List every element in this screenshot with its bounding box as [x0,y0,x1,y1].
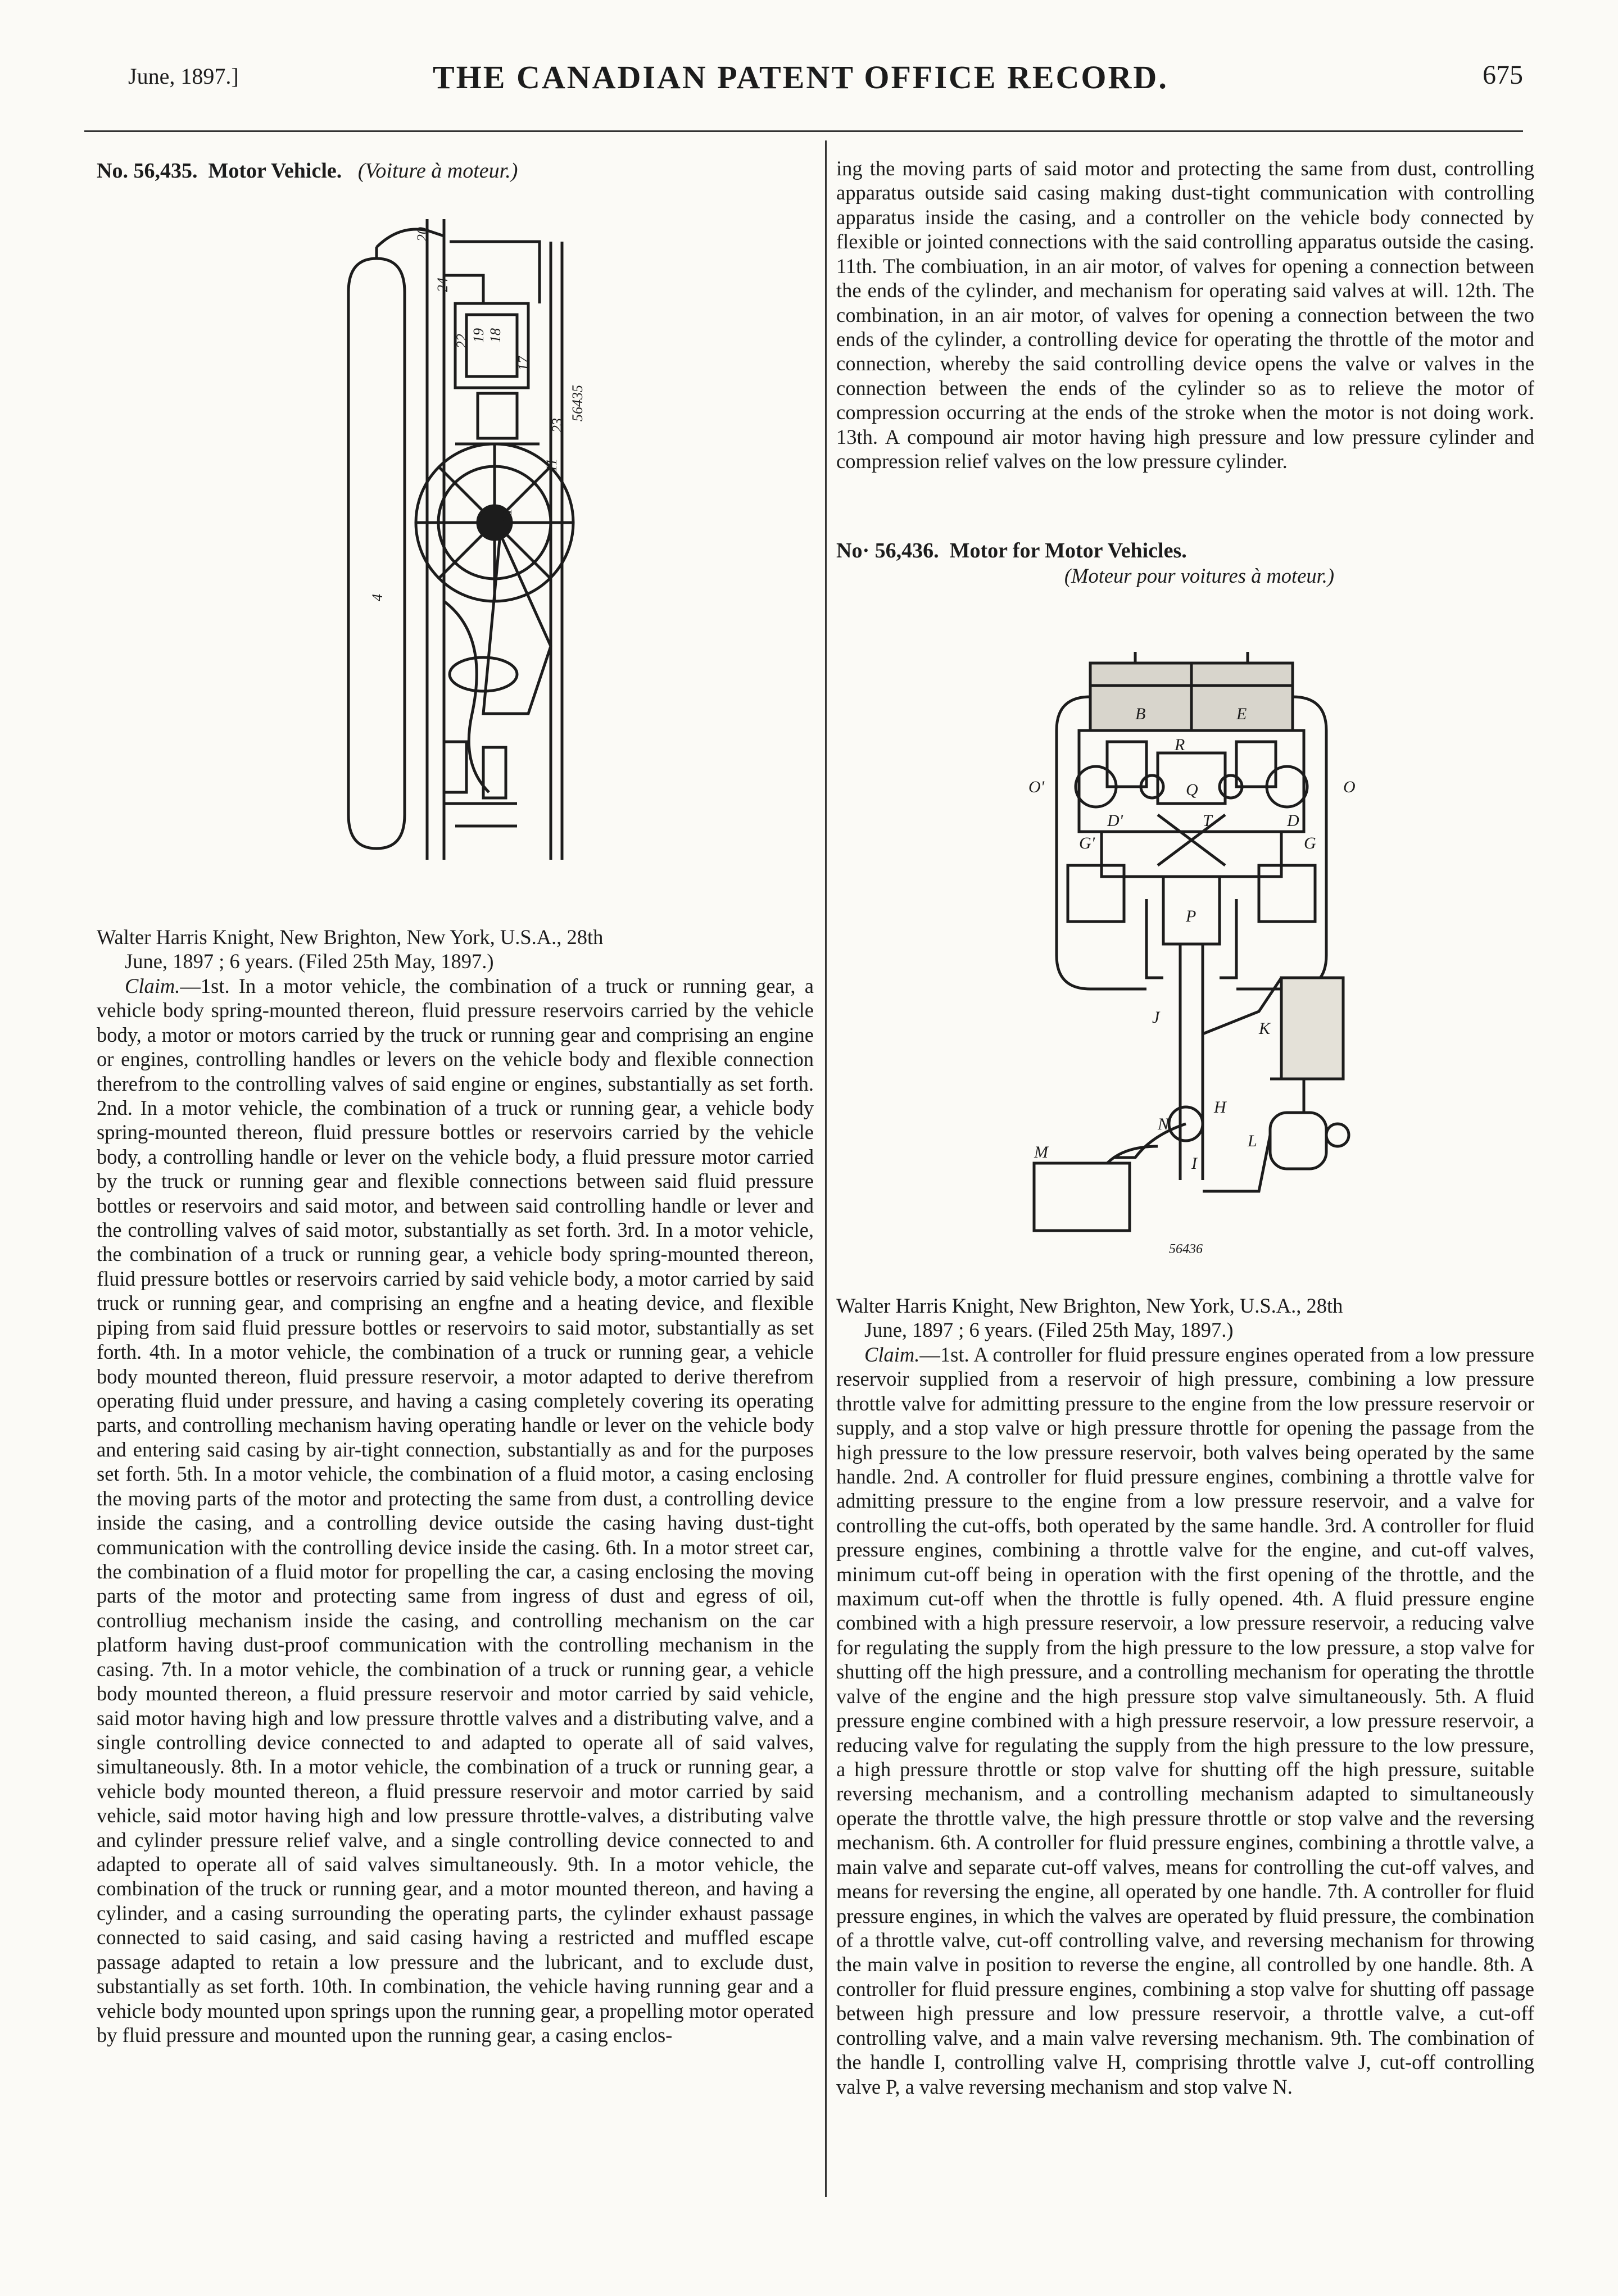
fig2-label-L: L [1248,1132,1257,1150]
motor-figure [1023,641,1371,1259]
patent-title: Motor for Motor Vehicles. [949,539,1187,562]
fig2-label-B: B [1135,705,1146,723]
fig1-label-21: 21 [498,508,515,523]
fig1-label-24: 24 [434,278,451,292]
motor-vehicle-figure [315,208,629,871]
fig1-label-17: 17 [515,356,532,371]
fig1-label-11: 11 [543,458,560,472]
fig2-label-I: I [1191,1154,1197,1173]
patent-56436-heading [836,538,1534,588]
fig1-label-19: 19 [470,328,487,343]
fig2-label-D: D [1287,811,1299,830]
fig2-label-T: T [1203,811,1212,830]
patent-56435-body [97,925,814,2047]
patent-56436-claims: Claim.—1st. A controller for fluid pressure engines operated from a low pressure reservoir supplied from a reservoir of high pressure, combining a low pressure throttle valve for admitting pressure to the engine from the low pressure reservoir or supply, and a stop valve or high pressure throttle for opening the passage from the high pressure to the low pressure reservoir, both valves being operated by the same handle. 2nd. A controller for fluid pressure engines, combining a throttle valve for admitting pressure to the engine from a low pressure reservoir, and a valve for controlling the cut-offs, both operated by the same handle. 3rd. A controller for fluid pressure engines, combining a throttle valve for the engine, and cut-off valves, minimum cut-off being in operation with the first opening of the throttle, and the maximum cut-off when the throttle is fully opened. 4th. A fluid pressure engine combined with a high pressure reservoir, a low pressure reservoir, a reducing valve for regulating the supply from the high pressure to the low pressure, a stop valve for shutting off the high pressure, and a controlling mechanism for operating the throttle valve of the engine and the high pressure stop valve simultaneously. 5th. A fluid pressure engine combined with a high pressure reservoir, a low pressure reservoir, a reducing valve for regulating the supply from the high pressure to the low pressure, a high pressure throttle or stop valve for shutting off the high pressure, suitable reversing mechanism, and a controlling mechanism adapted to simultaneously operate the throttle valve, the high pressure throttle or stop valve and the reversing mechanism. 6th. A controller for fluid pressure engines, combining a throttle valve, a main valve and separate cut-off valves, means for controlling the cut-off valves, and means for reversing the engine, all operated by one handle. 7th. A controller for fluid pressure engines, in which the valves are operated by fluid pressure, the combination of a throttle valve, cut-off controlling valve, and reversing mechanism for throwing the main valve in position to reverse the engine, all controlled by one handle. 8th. A controller for fluid pressure engines, combining a stop valve for shutting off passage between high pressure and low pressure reservoir, a throttle valve, a cut-off controlling valve, and a main valve reversing mechanism. 9th. The combination of the handle I, controlling valve H, comprising throttle valve J, cut-off controlling valve P, a valve reversing mechanism and stop valve N. [836,1342,1534,2098]
patent-number: No. 56,435. [97,159,198,183]
fig2-label-O: O [1343,778,1356,796]
fig2-label-J: J [1152,1008,1160,1027]
patent-french-title: (Voiture à moteur.) [357,159,518,183]
fig2-label-K: K [1259,1019,1271,1038]
journal-title: THE CANADIAN PATENT OFFICE RECORD. [433,59,1168,96]
patent-56436-body [836,1294,1534,2099]
fig2-label-E: E [1236,705,1247,723]
patent-56435-claims-continued: ing the moving parts of said motor and protecting the same from dust, controlling apparatus outside said casing making dust-tight communication with controlling apparatus inside the casing, and a controller on the vehicle body connected by flexible or jointed connections with the said controlling apparatus outside the casing. 11th. The combiuation, in an air motor, of valves for opening a connection between the ends of the cylinder, and mechanism for operating said valves at will. 12th. The combination, in an air motor, of valves for opening a connection between the two ends of the cylinder, a controlling device for operating the throttle of the motor and connection, whereby the said controlling device opens the valve or valves in the connection between the ends of the cylinder so as to relieve the motor of compression occurring at the ends of the stroke when the motor is not doing work. 13th. A compound air motor having high pressure and low pressure cylinder and compression relief valves on the low pressure cylinder. [836,157,1534,473]
fig2-label-G-prime: G' [1079,834,1095,852]
fig2-label-D-prime: D' [1107,811,1123,830]
fig2-label-Q: Q [1186,781,1198,799]
fig2-label-O-prime: O' [1028,778,1045,796]
fig1-label-18: 18 [487,328,504,343]
patent-56436-applicant: Walter Harris Knight, New Brighton, New York, U.S.A., 28th June, 1897 ; 6 years. (Filed 25th May, 1897.) [836,1294,1343,1342]
fig1-label-20: 20 [414,227,430,242]
fig1-number: 56435 [569,385,586,421]
patent-56435-applicant: Walter Harris Knight, New Brighton, New York, U.S.A., 28th June, 1897 ; 6 years. (Filed 25th May, 1897.) [97,925,604,973]
fig2-label-H: H [1214,1098,1226,1117]
fig2-label-P: P [1186,907,1196,925]
patent-title: Motor Vehicle. [208,159,342,183]
fig2-label-R: R [1175,736,1185,754]
patent-french-title: (Moteur pour voitures à moteur.) [1064,564,1335,588]
header-rule [84,130,1523,132]
page-number: 675 [1483,60,1523,90]
fig2-number: 56436 [1169,1242,1203,1256]
patent-56435-heading [97,158,814,184]
fig2-label-M: M [1034,1143,1048,1161]
fig2-label-N: N [1158,1115,1170,1133]
patent-56435-claims: Claim.—1st. In a motor vehicle, the combination of a truck or running gear, a vehicle body spring-mounted thereon, fluid pressure reservoirs carried by the vehicle body, a motor or motors carried by the truck or running gear and comprising an engine or engines, controlling handles or levers on the vehicle body and flexible connection therefrom to the controlling valves of said engine or engines, substantially as set forth. 2nd. In a motor vehicle, the combination of a truck or running gear, a vehicle body spring-mounted thereon, fluid pressure bottles or reservoirs carried by the vehicle body, a controlling handle or lever on the vehicle body, a fluid pressure motor carried by the truck or running gear and flexible connections between said fluid pressure bottles or reservoirs and said motor, and between said controlling handle or lever and the controlling valves of said motor, substantially as set forth. 3rd. In a motor vehicle, the combination of a truck or running gear, a vehicle body spring-mounted thereon, fluid pressure bottles or reservoirs carried by said vehicle body, a motor carried by said truck or running gear, and comprising an engfne and a heating device, and flexible piping from said fluid pressure bottles or reservoirs to said motor, substantially as set forth. 4th. In a motor vehicle, the combination of a truck or running gear, a vehicle body mounted thereon, fluid pressure reservoir, a motor adapted to derive therefrom operating fluid under pressure, and having a casing completely covering its operating parts, and controlling mechanism having operating handle or lever on the vehicle body and entering said casing by air-tight connection, substantially as and for the purposes set forth. 5th. In a motor vehicle, the combination of a fluid motor, a casing enclosing the moving parts of the motor and protecting the same from dust, a controlling device inside the casing, and a controlling device outside the casing having dust-tight communication with the controlling device inside the casing. 6th. In a motor street car, the combination of a fluid motor for propelling the car, a casing enclosing the moving parts of the motor and protecting same from ingress of dust and egress of oil, controlliug mechanism inside the casing, and controlling mechanism on the car platform having dust-proof communication with the controlling mechanism in the casing. 7th. In a motor vehicle, the combination of a truck or running gear, a vehicle body mounted thereon, a fluid pressure reservoir and motor carried by said vehicle, said motor having high and low pressure throttle valves and a distributing valve, and a single controlling device connected to and adapted to operate all of said valves, simultaneously. 8th. In a motor vehicle, the combination of a truck or running gear, a vehicle body mounted thereon, a fluid pressure reservoir and motor carried by said vehicle, said motor having high and low pressure throttle-valves, a distributing valve and cylinder pressure relief valve, and a single controlling device connected to and adapted to operate all of said valves simultaneously. 9th. In a motor vehicle, the combination of the truck or running gear, and a motor mounted thereon, and having a cylinder, and a casing surrounding the operating parts, the cylinder exhaust passage connected to said casing, and said casing having a restricted and muffled escape passage adapted to retain a low pressure and the lubricant, and to exclude dust, substantially as set forth. 10th. In combination, the vehicle having running gear and a vehicle body mounted upon springs upon the running gear, a propelling motor operated by fluid pressure and mounted upon the running gear, a casing enclos- [97,974,814,2047]
header-date: June, 1897.] [128,63,239,89]
fig1-label-22: 22 [454,334,470,348]
patent-number: No· 56,436. [836,539,939,562]
fig1-label-4: 4 [369,594,386,601]
column-divider [825,140,827,2197]
fig2-label-G: G [1304,834,1316,852]
page-header [84,59,1523,108]
fig1-label-23: 23 [549,418,565,433]
